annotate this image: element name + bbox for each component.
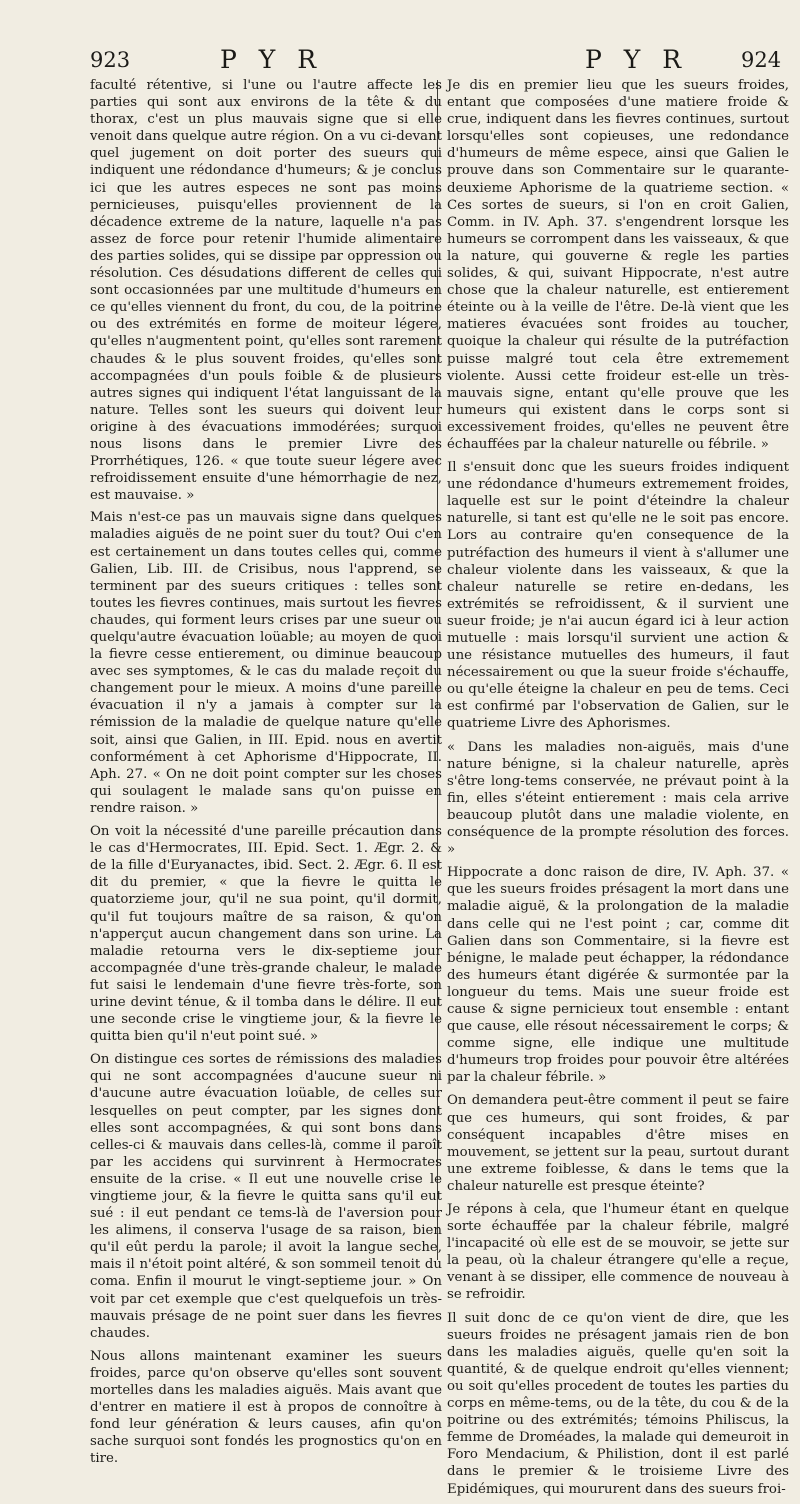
right-running-head: P Y R: [585, 45, 689, 74]
left-running-head: P Y R: [220, 45, 324, 74]
right-page-number: 924: [741, 48, 782, 72]
paragraph: faculté rétentive, si l'une ou l'autre affecte les parties qui sont aux environs de la tête & du thorax, c'est un plus mauvais signe que si elle venoit dans quelque autre région. On a vu ci-devant quel jugement on doit porter des sueurs qui indiquent une rédondance d'humeurs; & je conclus ici que les autres especes ne sont pas moins pernicieuses, puisqu'elles proviennent de la décadence extreme de la nature, laquelle n'a pas assez de force pour retenir l'humide alimentaire des parties solides, qui se dissipe par oppression ou résolution. Ces désudations different de celles qui sont occasionnées par une multitude d'humeurs en ce qu'elles viennent du front, du cou, de la poitrine ou des extrémités en forme de moiteur légere, qu'elles n'augmentent point, qu'elles sont rarement chaudes & le plus souvent froides, qu'elles sont accompagnées d'un pouls foible & de plusieurs autres signes qui indiquent l'état languissant de la nature. Telles sont les sueurs qui doivent leur origine à des évacuations immodérées; surquoi nous lisons dans le premier Livre des Prorrhétiques, 126. « que toute sueur légere avec refroidissement ensuite d'une hémorrhagie de nez, est mauvaise. »: [90, 78, 442, 504]
paragraph: « Dans les maladies non-aiguës, mais d'une nature bénigne, si la chaleur naturelle, après s'être long-tems conservée, ne prévaut point à la fin, elles s'éteint entierement : mais cela arrive beaucoup plutôt dans une maladie violente, en conséquence de la prompte résolution des forces. »: [447, 739, 789, 858]
paragraph: Je dis en premier lieu que les sueurs froides, entant que composées d'une matiere froide & crue, indiquent dans les fievres continues, surtout lorsqu'elles sont copieuses, une redondance d'humeurs de même espece, ainsi que Galien le prouve dans son Commentaire sur le quarante-deuxieme Aphorisme de la quatrieme section. « Ces sortes de sueurs, si l'on en croit Galien, Comm. in IV. Aph. 37. s'engendrent lorsque les humeurs se corrompent dans les vaisseaux, & que la nature, qui gouverne & regle les parties solides, & qui, suivant Hippocrate, n'est autre chose que la chaleur naturelle, est entierement éteinte ou à la veille de l'être. De-là vient que les matieres évacuées sont froides au toucher, quoique la chaleur qui résulte de la putréfaction puisse malgré tout cela être extremement violente. Aussi cette froideur est-elle un très-mauvais signe, entant qu'elle prouve que les humeurs qui existent dans le corps sont si excessivement froides, qu'elles ne peuvent être échauffées par la chaleur naturelle ou fébrile. »: [447, 78, 789, 452]
paragraph: Mais n'est-ce pas un mauvais signe dans quelques maladies aiguës de ne point suer du tout? Oui c'en est certainement un dans toutes celles qui, comme Galien, Lib. III. de Crisibus, nous l'apprend, se terminent par des sueurs critiques : telles sont toutes les fievres continues, mais surtout les fievres chaudes, qui forment leurs crises par une sueur ou quelqu'autre évacuation loüable; au moyen de quoi la fievre cesse entierement, ou diminue beaucoup avec ses symptomes, & le cas du malade reçoit du changement pour le mieux. A moins d'une pareille évacuation il n'y a jamais à compter sur la rémission de la maladie de quelque nature qu'elle soit, ainsi que Galien, in III. Epid. nous en avertit conformément à cet Aphorisme d'Hippocrate, II. Aph. 27. « On ne doit point compter sur les choses qui soulagent le malade sans qu'on puisse en rendre raison. »: [90, 510, 442, 816]
paragraph: Je répons à cela, que l'humeur étant en quelque sorte échauffée par la chaleur fébrile, malgré l'incapacité où elle est de se mouvoir, se jette sur la peau, où la chaleur étrangere qu'elle a reçue, venant à se dissiper, elle commence de nouveau à se refroidir.: [447, 1202, 789, 1303]
paragraph: On demandera peut-être comment il peut se faire que ces humeurs, qui sont froides, & par conséquent incapables d'être mises en mouvement, se jettent sur la peau, surtout durant une extreme foiblesse, & dans le tems que la chaleur naturelle est presque éteinte?: [447, 1093, 789, 1194]
right-column: [447, 77, 789, 1504]
left-page-number: 923: [90, 48, 131, 72]
paragraph: Nous allons maintenant examiner les sueurs froides, parce qu'on observe qu'elles sont souvent mortelles dans les maladies aiguës. Mais avant que d'entrer en matiere il est à propos de connoître à fond leur génération & leurs causes, afin qu'on sache surquoi sont fondés les prognostics qu'on en tire.: [90, 1348, 442, 1467]
paragraph: Il s'ensuit donc que les sueurs froides indiquent une rédondance d'humeurs extremement froides, laquelle est sur le point d'éteindre la chaleur naturelle, si tant est qu'elle ne le soit pas encore. Lors au contraire qu'en consequence de la putréfaction des humeurs il vient à s'allumer une chaleur violente dans les vaisseaux, & que la chaleur naturelle se retire en-dedans, les extrémités se refroidissent, & il survient une sueur froide; je n'ai aucun égard ici à leur action mutuelle : mais lorsqu'il survient une action & une résistance mutuelles des humeurs, il faut nécessairement ou que la sueur froide s'échauffe, ou qu'elle éteigne la chaleur en peu de tems. Ceci est confirmé par l'observation de Galien, sur le quatrieme Livre des Aphorismes.: [447, 460, 789, 732]
page-header: [0, 0, 800, 80]
left-column: [90, 77, 442, 1474]
paragraph: On voit la nécessité d'une pareille précaution dans le cas d'Hermocrates, III. Epid. Sect. 1. Ægr. 2. & de la fille d'Euryanactes, ibid. Sect. 2. Ægr. 6. Il est dit du premier, « que la fievre le quitta le quatorzieme jour, qu'il ne sua point, qu'il dormit, qu'il fut toujours maître de sa raison, & qu'on n'apperçut aucun changement dans son urine. La maladie retourna vers le dix-septieme jour accompagnée d'une très-grande chaleur, le malade fut saisi le lendemain d'une fievre très-forte, son urine devint ténue, & il tomba dans le délire. Il eut une seconde crise le vingtieme jour, & la fievre le quitta bien qu'il n'eut point sué. »: [90, 824, 442, 1045]
paragraph: On distingue ces sortes de rémissions des maladies qui ne sont accompagnées d'aucune sueur ni d'aucune autre évacuation loüable, de celles sur lesquelles on peut compter, par les signes dont elles sont accompagnées, & qui sont bons dans celles-ci & mauvais dans celles-là, comme il paroît par les accidens qui survinrent à Hermocrates ensuite de la crise. « Il eut une nouvelle crise le vingtieme jour, & la fievre le quitta sans qu'il eut sué : il eut pendant ce tems-là de l'aversion pour les alimens, il conserva l'usage de sa raison, bien qu'il eût perdu la parole; il avoit la langue seche, mais il n'étoit point altéré, & son sommeil tenoit du coma. Enfin il mourut le vingt-septieme jour. » On voit par cet exemple que c'est quelquefois un très-mauvais présage de ne point suer dans les fievres chaudes.: [90, 1052, 442, 1341]
paragraph: Hippocrate a donc raison de dire, IV. Aph. 37. « que les sueurs froides présagent la mort dans une maladie aiguë, & la prolongation de la maladie dans celle qui ne l'est point ; car, comme dit Galien dans son Commentaire, si la fievre est bénigne, le malade peut échapper, la rédondance des humeurs étant digérée & surmontée par la longueur du tems. Mais une sueur froide est cause & signe pernicieux tout ensemble : entant que cause, elle résout nécessairement le corps; & comme signe, elle indique une multitude d'humeurs trop froides pour pouvoir être altérées par la chaleur fébrile. »: [447, 865, 789, 1086]
paragraph: Il suit donc de ce qu'on vient de dire, que les sueurs froides ne présagent jamais rien de bon dans les maladies aiguës, quelle qu'en soit la quantité, & de quelque endroit qu'elles viennent; ou soit qu'elles procedent de toutes les parties du corps en même-tems, ou de la tête, du cou & de la poitrine ou des extrémités; témoins Philiscus, la femme de Droméades, la malade qui demeuroit in Foro Mendacium, & Philistion, dont il est parlé dans le premier & le troisieme Livre des Epidémiques, qui moururent dans des sueurs froi-: [447, 1310, 789, 1497]
